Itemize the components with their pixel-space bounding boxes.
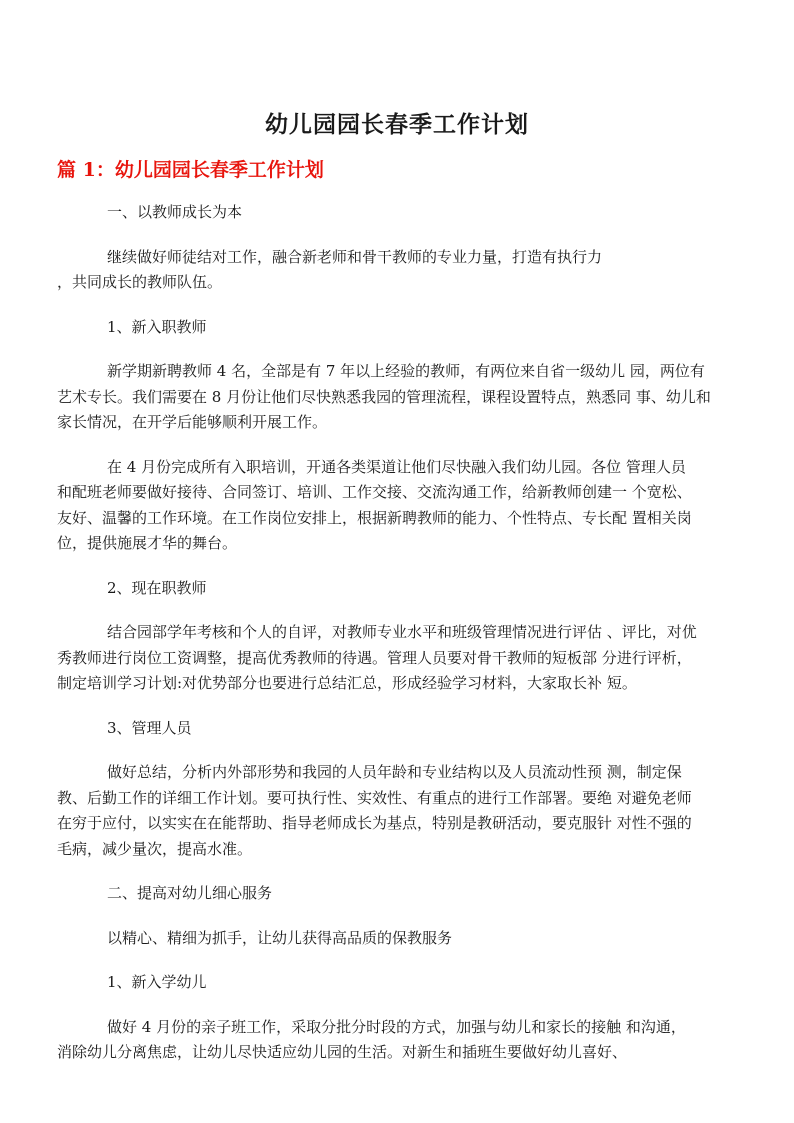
paragraph — [57, 970, 757, 996]
paragraph-line: 1、新入学幼儿 — [107, 973, 207, 991]
paragraph-line: 和配班老师要做好接待、合同签订、培训、工作交接、交流沟通工作，给新教师创建一 个宽松、 — [57, 483, 692, 501]
paragraph-line: 家长情况，在开学后能够顺利开展工作。 — [57, 413, 328, 431]
paragraph — [57, 881, 757, 907]
paragraph — [57, 245, 757, 296]
paragraph — [57, 315, 757, 341]
paragraph-line: 1、新入职教师 — [107, 317, 207, 336]
paragraph-line: 在 4 月份完成所有入职培训，开通各类渠道让他们尽快融入我们幼儿园。各位 管理人员 — [107, 457, 686, 476]
paragraph-line: 友好、温馨的工作环境。在工作岗位安排上，根据新聘教师的能力、个性特点、专长配 置相关岗 — [57, 508, 692, 527]
paragraph — [57, 1015, 757, 1066]
paragraph-line: 3、管理人员 — [107, 718, 192, 737]
paragraph-line: 位，提供施展才华的舞台。 — [57, 534, 238, 552]
paragraph-line: 新学期新聘教师 4 名，全部是有 7 年以上经验的教师，有两位来自省一级幼儿 园，两位有 — [107, 362, 705, 380]
paragraph-line: 继续做好师徒结对工作，融合新老师和骨干教师的专业力量，打造有执行力 — [107, 247, 603, 266]
paragraph — [57, 200, 757, 226]
paragraph — [57, 359, 757, 436]
paragraph-line: 毛病，减少量次，提高水准。 — [57, 839, 253, 858]
paragraph-line: 二、提高对幼儿细心服务 — [107, 884, 273, 902]
document-title: 幼儿园园长春季工作计划 — [265, 111, 529, 138]
paragraph — [57, 576, 757, 602]
paragraph-line: 在穷于应付，以实实在在能帮助、指导老师成长为基点，特别是教研活动，要克服针 对性不强的 — [57, 814, 692, 832]
paragraph-line: 一、以教师成长为本 — [107, 203, 243, 221]
paragraph-line: 消除幼儿分离焦虑，让幼儿尽快适应幼儿园的生活。对新生和插班生要做好幼儿喜好、 — [57, 1043, 628, 1061]
paragraph-line: 教、后勤工作的详细工作计划。要可执行性、实效性、有重点的进行工作部署。要绝 对避免老师 — [57, 788, 692, 807]
paragraph-line: 结合园部学年考核和个人的自评，对教师专业水平和班级管理情况进行评估 、评比，对优 — [107, 623, 697, 641]
paragraph-line: 秀教师进行岗位工资调整，提高优秀教师的待遇。管理人员要对骨干教师的短板部 分进行评析， — [57, 648, 692, 667]
paragraph-line: 做好总结，分析内外部形势和我园的人员年龄和专业结构以及人员流动性预 测，制定保 — [107, 763, 682, 781]
paragraph — [57, 716, 757, 742]
paragraph-line: ，共同成长的教师队伍。 — [57, 273, 223, 291]
section-heading: 篇 1：幼儿园园长春季工作计划 — [57, 159, 324, 181]
paragraph-line: 艺术专长。我们需要在 8 月份让他们尽快熟悉我园的管理流程，课程设置特点，熟悉同 事、幼儿和 — [57, 387, 711, 406]
paragraph — [57, 760, 757, 862]
paragraph-line: 2、现在职教师 — [107, 578, 207, 597]
paragraph-line: 制定培训学习计划:对优势部分也要进行总结汇总，形成经验学习材料，大家取长补 短。 — [57, 674, 637, 692]
paragraph-line: 做好 4 月份的亲子班工作，采取分批分时段的方式，加强与幼儿和家长的接触 和沟通， — [107, 1017, 686, 1036]
paragraph — [57, 455, 757, 557]
document-body — [57, 200, 757, 1085]
paragraph — [57, 926, 757, 952]
paragraph-line: 以精心、精细为抓手，让幼儿获得高品质的保教服务 — [107, 928, 453, 947]
paragraph — [57, 620, 757, 697]
